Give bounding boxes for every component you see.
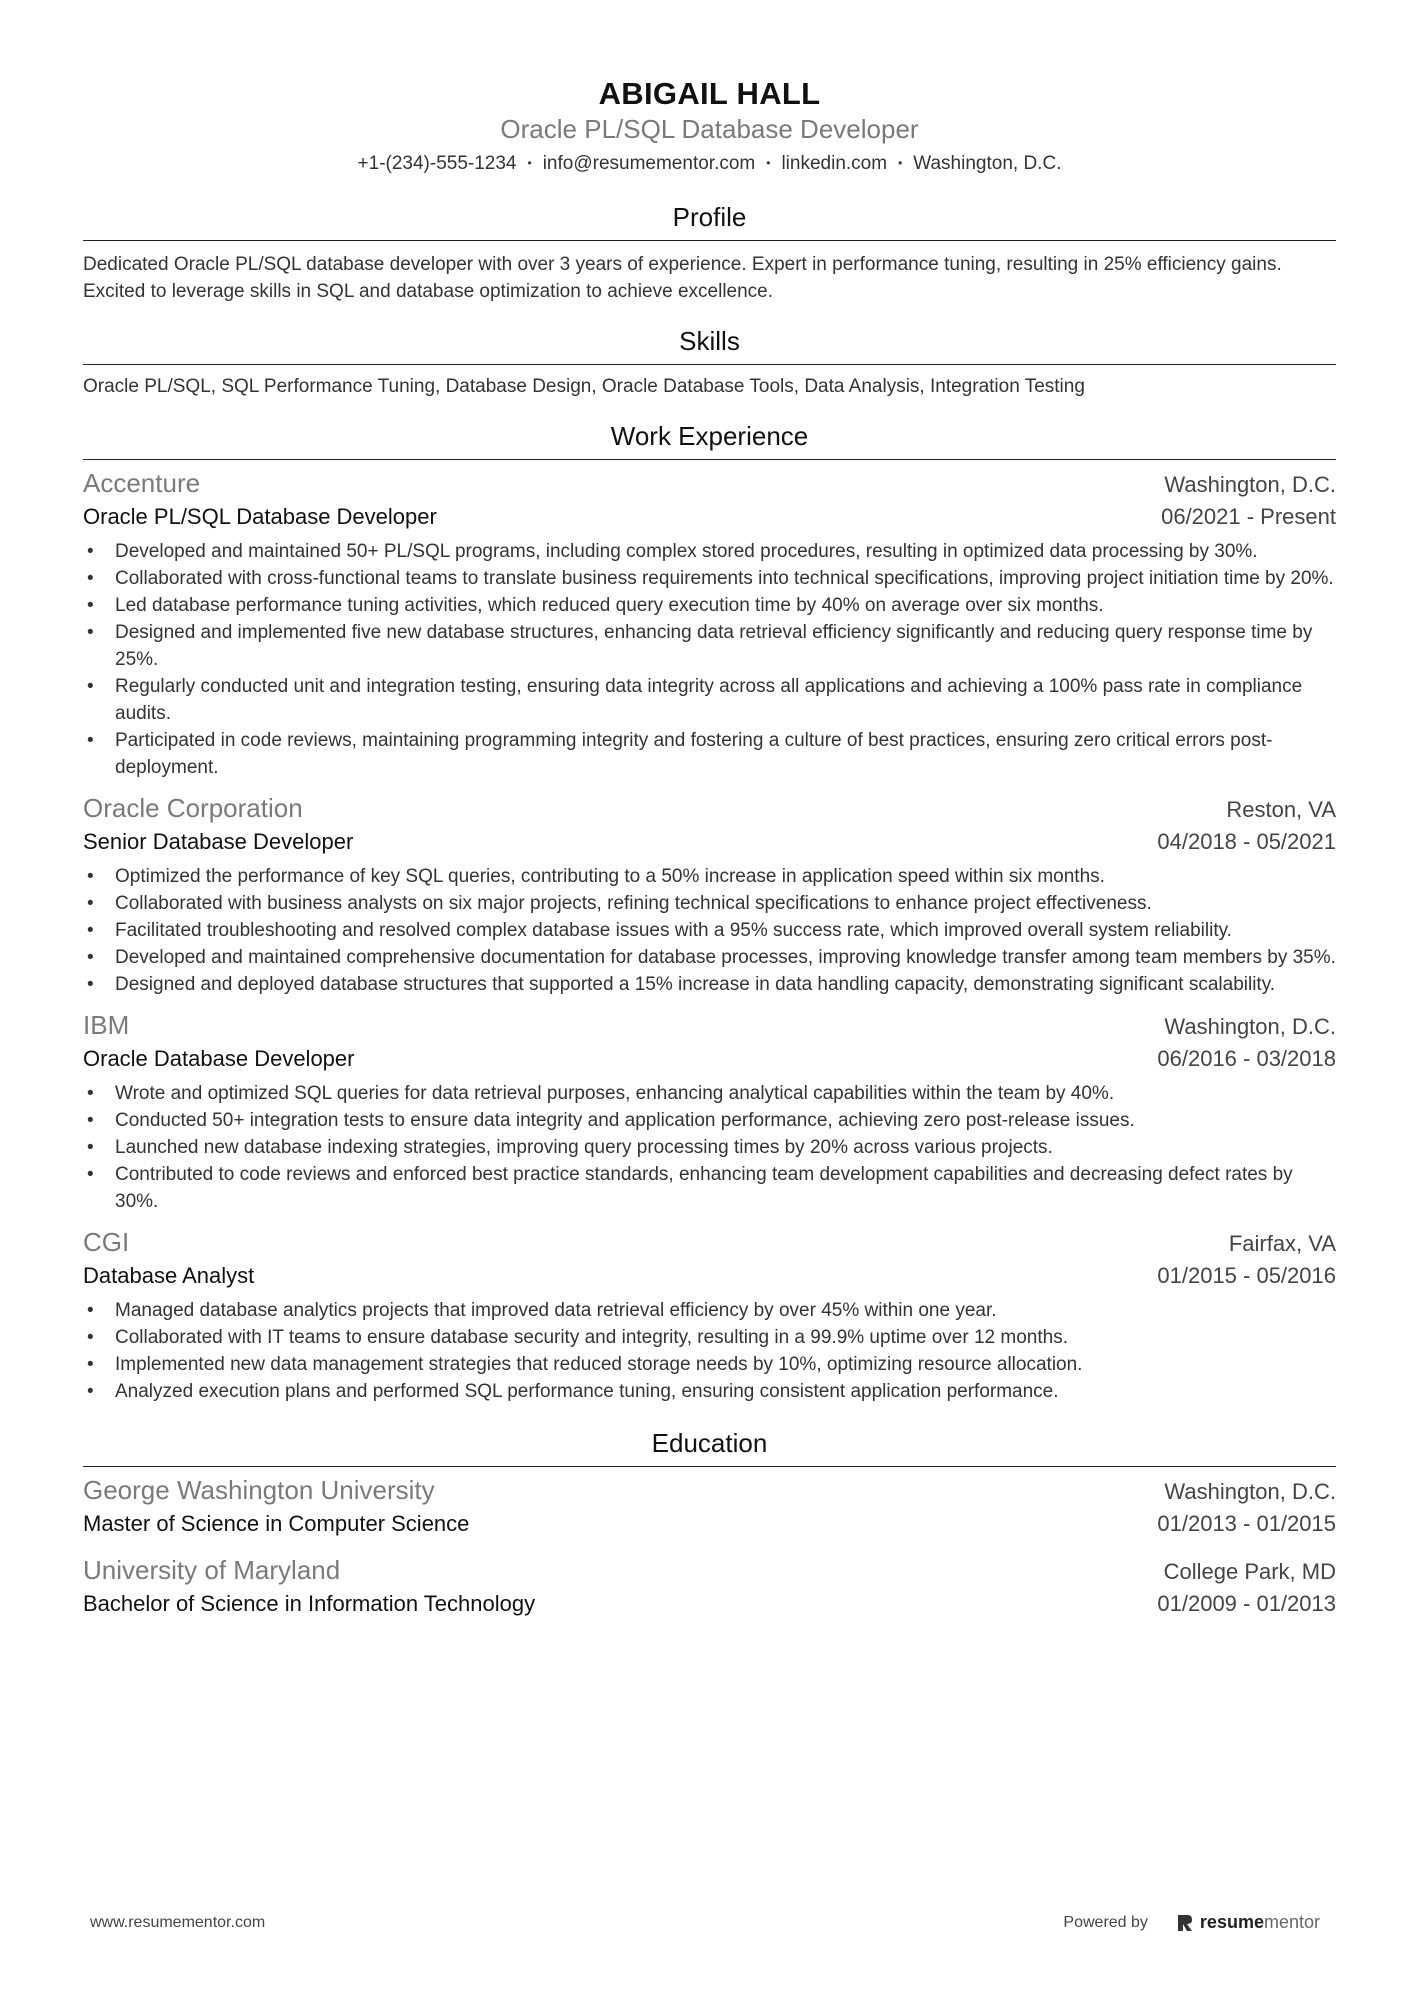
resumementor-logo[interactable] [1176,1912,1320,1933]
job-bullet: • Designed and deployed database structures that supported a 15% increase in data handling capacity, demonstrating significant scalability. [83,971,1336,998]
job-company: IBM [83,1010,130,1040]
job-bullet: • Collaborated with business analysts on six major projects, refining technical specifications to enhance project effectiveness. [83,890,1336,917]
education-location: College Park, MD [1163,1559,1336,1584]
job-role-row [83,827,1336,857]
job-location: Washington, D.C. [1164,1014,1336,1039]
job-company: Oracle Corporation [83,793,303,823]
education-location: Washington, D.C. [1164,1479,1336,1504]
job-bullet: • Developed and maintained comprehensive documentation for database processes, improving knowledge transfer among team members by 35%. [83,944,1336,971]
job-entry [83,1225,1336,1405]
job-role: Senior Database Developer [83,829,354,854]
education-degree: Master of Science in Computer Science [83,1511,470,1536]
contact-email[interactable]: info@resumementor.com [542,153,756,174]
job-entry [83,466,1336,781]
education-header-row [83,1553,1336,1589]
job-bullet: • Designed and implemented five new database structures, enhancing data retrieval efficiency significantly and reducing query response time by 25%. [83,619,1336,673]
job-location: Fairfax, VA [1228,1231,1336,1256]
job-bullet: • Led database performance tuning activities, which reduced query execution time by 40% on average over six months. [83,592,1336,619]
experience-list [83,466,1336,1405]
job-bullet: • Managed database analytics projects that improved data retrieval efficiency by over 45% within one year. [83,1297,1336,1324]
job-dates: 06/2016 - 03/2018 [1157,1046,1336,1071]
job-dates: 06/2021 - Present [1161,504,1336,529]
candidate-title: Oracle PL/SQL Database Developer [500,114,919,144]
profile-text: Dedicated Oracle PL/SQL database developer with over 3 years of experience. Expert in performance tuning, resulting in 25% efficiency gains. Excited to leverage skills in SQL and database optimization to achieve excellence. [83,254,1282,302]
job-header-row [83,1225,1336,1261]
profile-heading: Profile [83,201,1336,241]
resumementor-logo-icon [1176,1913,1194,1933]
experience-heading: Work Experience [83,420,1336,460]
job-bullet: • Regularly conducted unit and integration testing, ensuring data integrity across all applications and achieving a 100% pass rate in compliance audits. [83,673,1336,727]
page-footer [90,1912,1320,1933]
job-bullets [83,538,1336,781]
contact-separator: • [766,156,771,170]
contact-phone: +1-(234)-555-1234 [357,153,517,174]
job-location: Washington, D.C. [1164,472,1336,497]
resume-content [83,0,1336,1619]
footer-website-link[interactable]: www.resumementor.com [90,1913,266,1931]
job-bullet: • Analyzed execution plans and performed SQL performance tuning, ensuring consistent application performance. [83,1378,1336,1405]
skills-text: Oracle PL/SQL, SQL Performance Tuning, Database Design, Oracle Database Tools, Data Analysis, Integration Testing [83,376,1085,397]
contact-line [83,150,1336,177]
education-school: University of Maryland [83,1555,341,1585]
job-bullet: • Implemented new data management strategies that reduced storage needs by 10%, optimizing resource allocation. [83,1351,1336,1378]
resume-header [83,74,1336,177]
job-company: Accenture [83,468,201,498]
job-entry [83,1008,1336,1215]
brand-light: mentor [1263,1912,1320,1932]
candidate-name: ABIGAIL HALL [598,76,821,111]
education-dates: 01/2013 - 01/2015 [1157,1511,1336,1536]
job-bullet: • Collaborated with cross-functional teams to translate business requirements into technical specifications, improving project initiation time by 20%. [83,565,1336,592]
contact-separator: • [527,156,532,170]
job-role-row [83,1261,1336,1291]
job-header-row [83,466,1336,502]
education-school: George Washington University [83,1475,435,1505]
job-dates: 01/2015 - 05/2016 [1157,1263,1336,1288]
job-bullet: • Developed and maintained 50+ PL/SQL programs, including complex stored procedures, resulting in optimized data processing by 30%. [83,538,1336,565]
job-bullet: • Optimized the performance of key SQL queries, contributing to a 50% increase in application speed within six months. [83,863,1336,890]
education-degree-row [83,1509,1336,1539]
job-dates: 04/2018 - 05/2021 [1157,829,1336,854]
powered-by-label: Powered by [1063,1913,1148,1931]
job-header-row [83,1008,1336,1044]
education-heading: Education [83,1427,1336,1467]
job-location: Reston, VA [1226,797,1336,822]
job-bullet: • Conducted 50+ integration tests to ensure data integrity and application performance, achieving zero post-release issues. [83,1107,1336,1134]
job-role-row [83,1044,1336,1074]
education-degree: Bachelor of Science in Information Technology [83,1591,536,1616]
brand-bold: resume [1199,1912,1264,1932]
job-entry [83,791,1336,998]
education-degree-row [83,1589,1336,1619]
job-role: Database Analyst [83,1263,255,1288]
education-header-row [83,1473,1336,1509]
education-dates: 01/2009 - 01/2013 [1157,1591,1336,1616]
job-bullet: • Launched new database indexing strategies, improving query processing times by 20% across various projects. [83,1134,1336,1161]
job-bullets [83,1297,1336,1405]
job-bullet: • Contributed to code reviews and enforced best practice standards, enhancing team development capabilities and decreasing defect rates by 30%. [83,1161,1336,1215]
job-bullet: • Facilitated troubleshooting and resolved complex database issues with a 95% success rate, which improved overall system reliability. [83,917,1336,944]
contact-linkedin[interactable]: linkedin.com [781,153,888,174]
job-bullets [83,1080,1336,1215]
job-role: Oracle PL/SQL Database Developer [83,504,437,529]
powered-by [1063,1912,1320,1933]
job-header-row [83,791,1336,827]
contact-location: Washington, D.C. [913,153,1062,174]
job-bullet: • Participated in code reviews, maintaining programming integrity and fostering a culture of best practices, ensuring zero critical errors post-deployment. [83,727,1336,781]
job-role: Oracle Database Developer [83,1046,355,1071]
education-entry [83,1553,1336,1619]
job-bullets [83,863,1336,998]
contact-separator: • [898,156,903,170]
job-company: CGI [83,1227,130,1257]
skills-heading: Skills [83,325,1336,365]
job-bullet: • Wrote and optimized SQL queries for data retrieval purposes, enhancing analytical capabilities within the team by 40%. [83,1080,1336,1107]
education-entry [83,1473,1336,1539]
job-bullet: • Collaborated with IT teams to ensure database security and integrity, resulting in a 99.9% uptime over 12 months. [83,1324,1336,1351]
job-role-row [83,502,1336,532]
